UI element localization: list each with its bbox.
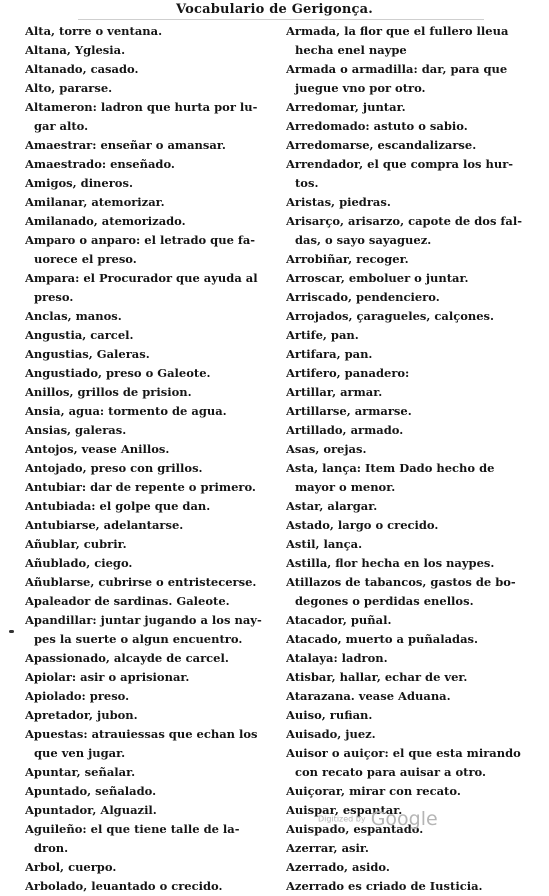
- glossary-entry: [286, 858, 522, 877]
- glossary-entry: [25, 402, 279, 421]
- glossary-entry: [286, 839, 522, 858]
- entry-text: Ampara: el Procurador que ayuda al: [25, 271, 258, 285]
- glossary-entry: [25, 478, 279, 497]
- entry-text: Apuntar, señalar.: [25, 765, 136, 779]
- entry-text: Amparo o anparo: el letrado que fa-: [25, 233, 256, 247]
- glossary-entry: [25, 497, 279, 516]
- entry-text: Apassionado, alcayde de carcel.: [25, 651, 229, 665]
- glossary-entry: [25, 820, 279, 858]
- entry-text: Atalaya: ladron.: [286, 651, 388, 665]
- glossary-entry: [286, 687, 522, 706]
- entry-text: Artillado, armado.: [286, 423, 404, 437]
- entry-text: Artife, pan.: [286, 328, 359, 342]
- glossary-entry: [286, 212, 522, 250]
- entry-text: Angustiado, preso o Galeote.: [25, 366, 211, 380]
- entry-text: Anillos, grillos de prision.: [25, 385, 192, 399]
- glossary-entry: [25, 611, 279, 649]
- entry-text: Astil, lança.: [286, 537, 363, 551]
- entry-text: Apiolado: preso.: [25, 689, 130, 703]
- entry-text: Angustias, Galeras.: [25, 347, 150, 361]
- entry-text: Arredomarse, escandalizarse.: [286, 138, 477, 152]
- entry-text: Auispar, espantar.: [286, 803, 403, 817]
- glossary-entry: [286, 117, 522, 136]
- glossary-entry: [25, 79, 279, 98]
- entry-text: Amilanado, atemorizado.: [25, 214, 186, 228]
- glossary-entry: [286, 307, 522, 326]
- entry-text: Ansias, galeras.: [25, 423, 127, 437]
- entry-text: Arbol, cuerpo.: [25, 860, 117, 874]
- glossary-entry: [25, 136, 279, 155]
- entry-text: Aristas, piedras.: [286, 195, 391, 209]
- entry-text: Antojos, vease Anillos.: [25, 442, 170, 456]
- entry-text: Arbolado, leuantado o crecido.: [25, 879, 223, 893]
- glossary-entry: [286, 744, 522, 782]
- entry-text: Amigos, dineros.: [25, 176, 133, 190]
- glossary-entry: [25, 174, 279, 193]
- entry-text: Astado, largo o crecido.: [286, 518, 439, 532]
- entry-text: Auisor o auiçor: el que esta mirando: [286, 746, 521, 760]
- glossary-entry: [286, 706, 522, 725]
- entry-text: Arredomado: astuto o sabio.: [286, 119, 468, 133]
- right-column: [286, 22, 522, 896]
- entry-text: Auisado, juez.: [286, 727, 376, 741]
- glossary-entry: [25, 307, 279, 326]
- glossary-entry: [286, 725, 522, 744]
- glossary-entry: [25, 668, 279, 687]
- glossary-entry: [286, 193, 522, 212]
- margin-ink-mark: [9, 630, 14, 633]
- glossary-entry: [25, 98, 279, 136]
- entry-text: Apuntador, Alguazil.: [25, 803, 157, 817]
- glossary-entry: [25, 193, 279, 212]
- glossary-entry: [25, 554, 279, 573]
- entry-text: Apuestas: atrauiessas que echan los: [25, 727, 258, 741]
- glossary-entry: [286, 573, 522, 611]
- entry-text: Altameron: ladron que hurta por lu-: [25, 100, 258, 114]
- entry-text: Alto, pararse.: [25, 81, 113, 95]
- glossary-entry: [25, 706, 279, 725]
- entry-text: Antubiada: el golpe que dan.: [25, 499, 211, 513]
- glossary-entry: [286, 364, 522, 383]
- entry-text: Azerrar, asir.: [286, 841, 369, 855]
- entry-text: Ansia, agua: tormento de agua.: [25, 404, 227, 418]
- glossary-entry: [286, 345, 522, 364]
- glossary-entry: [286, 554, 522, 573]
- glossary-entry: [286, 782, 522, 801]
- glossary-entry: [25, 782, 279, 801]
- glossary-entry: [25, 535, 279, 554]
- glossary-entry: [25, 421, 279, 440]
- glossary-entry: [25, 383, 279, 402]
- entry-text: Amilanar, atemorizar.: [25, 195, 165, 209]
- entry-text: Atacador, puñal.: [286, 613, 392, 627]
- entry-text: Añublado, ciego.: [25, 556, 133, 570]
- entry-text: Arrojados, çaragueles, calçones.: [286, 309, 495, 323]
- glossary-entry: [25, 345, 279, 364]
- glossary-entry: [286, 60, 522, 98]
- entry-text: Astar, alargar.: [286, 499, 378, 513]
- entry-text: Artifara, pan.: [286, 347, 373, 361]
- entry-text: Antubiar: dar de repente o primero.: [25, 480, 256, 494]
- entry-text: Altana, Yglesia.: [25, 43, 126, 57]
- left-column: [25, 22, 279, 896]
- glossary-entry: [286, 516, 522, 535]
- entry-text: Astilla, flor hecha en los naypes.: [286, 556, 495, 570]
- header-rule: [78, 19, 484, 20]
- glossary-entry: [286, 877, 522, 896]
- entry-text: Armada, la flor que el fullero lleua: [286, 24, 509, 38]
- entry-text: Angustia, carcel.: [25, 328, 134, 342]
- entry-text: Armada o armadilla: dar, para que: [286, 62, 508, 76]
- entry-text: Atisbar, hallar, echar de ver.: [286, 670, 468, 684]
- entry-text: Alta, torre o ventana.: [25, 24, 163, 38]
- glossary-entry: [25, 22, 279, 41]
- glossary-entry: [286, 440, 522, 459]
- entry-text: Apaleador de sardinas. Galeote.: [25, 594, 230, 608]
- entry-text: Antubiarse, adelantarse.: [25, 518, 184, 532]
- glossary-entry: [25, 516, 279, 535]
- glossary-entry: [286, 383, 522, 402]
- glossary-entry: [286, 98, 522, 117]
- glossary-entry: [286, 402, 522, 421]
- glossary-entry: [286, 155, 522, 193]
- entry-text: Asta, lança: Item Dado hecho de: [286, 461, 495, 475]
- glossary-entry: [25, 592, 279, 611]
- entry-text: Auiso, rufian.: [286, 708, 373, 722]
- page-header: Vocabulario de Gerigonça.: [176, 2, 373, 17]
- entry-text: Artillar, armar.: [286, 385, 383, 399]
- glossary-entry: [286, 269, 522, 288]
- entry-text: Azerrado es criado de Iusticia.: [286, 879, 483, 893]
- glossary-entry: [286, 421, 522, 440]
- entry-text: Amaestrar: enseñar o amansar.: [25, 138, 226, 152]
- entry-text: Anclas, manos.: [25, 309, 122, 323]
- glossary-entry: [25, 155, 279, 174]
- entry-text: Apretador, jubon.: [25, 708, 138, 722]
- glossary-entry: [25, 725, 279, 763]
- glossary-entry: [25, 326, 279, 345]
- entry-text: Aguileño: el que tiene talle de la-: [25, 822, 240, 836]
- glossary-entry: [286, 649, 522, 668]
- entry-continuation: uorece el preso.: [34, 252, 137, 266]
- glossary-entry: [286, 288, 522, 307]
- entry-text: Arriscado, pendenciero.: [286, 290, 440, 304]
- glossary-entry: [25, 60, 279, 79]
- entry-text: Auiçorar, mirar con recato.: [286, 784, 461, 798]
- entry-text: Añublar, cubrir.: [25, 537, 127, 551]
- glossary-entry: [25, 440, 279, 459]
- glossary-entry: [25, 649, 279, 668]
- entry-text: Asas, orejas.: [286, 442, 367, 456]
- entry-text: Arredomar, juntar.: [286, 100, 406, 114]
- google-logo-text: Google: [370, 808, 438, 830]
- entry-continuation: que ven jugar.: [34, 746, 126, 760]
- glossary-entry: [286, 136, 522, 155]
- entry-text: Artifero, panadero:: [286, 366, 410, 380]
- entry-text: Antojado, preso con grillos.: [25, 461, 203, 475]
- entry-continuation: pes la suerte o algun encuentro.: [34, 632, 243, 646]
- glossary-entry: [286, 497, 522, 516]
- entry-text: Atillazos de tabancos, gastos de bo-: [286, 575, 516, 589]
- glossary-entry: [25, 212, 279, 231]
- glossary-entry: [25, 231, 279, 269]
- entry-continuation: juegue vno por otro.: [295, 81, 426, 95]
- glossary-entry: [286, 668, 522, 687]
- entry-text: Atarazana. vease Aduana.: [286, 689, 451, 703]
- glossary-entry: [25, 687, 279, 706]
- glossary-entry: [25, 269, 279, 307]
- digitized-watermark: [318, 808, 438, 830]
- entry-continuation: degones o perdidas enellos.: [295, 594, 474, 608]
- entry-text: Arisarço, arisarzo, capote de dos fal-: [286, 214, 522, 228]
- glossary-entry: [25, 573, 279, 592]
- entry-text: Arroscar, emboluer o juntar.: [286, 271, 469, 285]
- entry-continuation: con recato para auisar a otro.: [295, 765, 486, 779]
- entry-continuation: mayor o menor.: [295, 480, 396, 494]
- glossary-entry: [25, 41, 279, 60]
- entry-continuation: gar alto.: [34, 119, 89, 133]
- entry-text: Apuntado, señalado.: [25, 784, 157, 798]
- glossary-entry: [25, 858, 279, 877]
- entry-continuation: tos.: [295, 176, 319, 190]
- entry-text: Artillarse, armarse.: [286, 404, 412, 418]
- entry-continuation: preso.: [34, 290, 74, 304]
- entry-text: Amaestrado: enseñado.: [25, 157, 175, 171]
- entry-text: Apandillar: juntar jugando a los nay-: [25, 613, 262, 627]
- entry-text: Auispado, espantado.: [286, 822, 424, 836]
- entry-text: Atacado, muerto a puñaladas.: [286, 632, 479, 646]
- glossary-entry: [286, 459, 522, 497]
- glossary-entry: [286, 22, 522, 60]
- glossary-entry: [25, 801, 279, 820]
- glossary-entry: [286, 326, 522, 345]
- entry-text: Arrendador, el que compra los hur-: [286, 157, 514, 171]
- entry-text: Apiolar: asir o aprisionar.: [25, 670, 190, 684]
- glossary-entry: [25, 364, 279, 383]
- glossary-entry: [25, 459, 279, 478]
- glossary-entry: [25, 877, 279, 896]
- entry-text: Arrobiñar, recoger.: [286, 252, 409, 266]
- glossary-entry: [286, 630, 522, 649]
- entry-text: Altanado, casado.: [25, 62, 139, 76]
- glossary-entry: [286, 611, 522, 630]
- entry-continuation: dron.: [34, 841, 69, 855]
- glossary-entry: [286, 250, 522, 269]
- entry-continuation: das, o sayo sayaguez.: [295, 233, 432, 247]
- glossary-entry: [25, 763, 279, 782]
- entry-text: Azerrado, asido.: [286, 860, 390, 874]
- watermark-prefix: Digitized by: [318, 814, 366, 824]
- entry-text: Añublarse, cubrirse o entristecerse.: [25, 575, 257, 589]
- glossary-entry: [286, 535, 522, 554]
- entry-continuation: hecha enel naype: [295, 43, 407, 57]
